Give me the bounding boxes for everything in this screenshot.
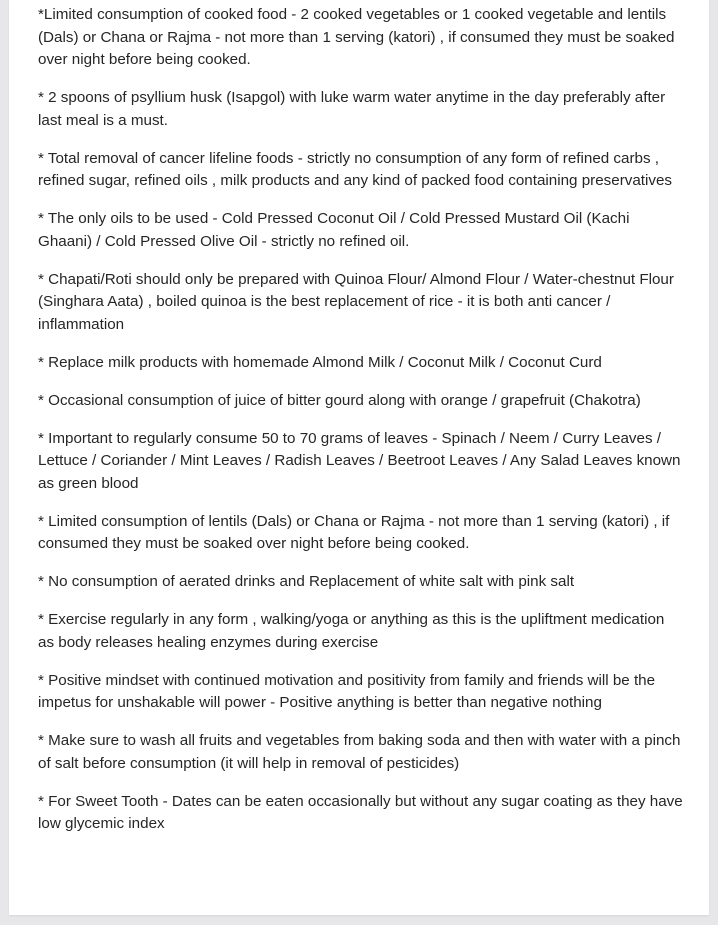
paragraph: * The only oils to be used - Cold Pressed Coconut Oil / Cold Pressed Mustard Oil (Kachi Ghaani) / Cold Pressed Olive Oil - strictly no refined oil.	[38, 210, 630, 250]
paragraph: *Limited consumption of cooked food - 2 cooked vegetables or 1 cooked vegetable and lentils (Dals) or Chana or Rajma - not more than 1 serving (katori) , if consumed they must be soaked over night before being cooked.	[38, 6, 675, 68]
paragraph: * 2 spoons of psyllium husk (Isapgol) with luke warm water anytime in the day preferably after last meal is a must.	[38, 89, 666, 129]
paragraph: * Make sure to wash all fruits and vegetables from baking soda and then with water with a pinch of salt before consumption (it will help in removal of pesticides)	[38, 732, 681, 772]
document-page	[9, 0, 709, 915]
paragraph: * Exercise regularly in any form , walking/yoga or anything as this is the upliftment medication as body releases healing enzymes during exercise	[38, 611, 665, 651]
paragraph: * Occasional consumption of juice of bitter gourd along with orange / grapefruit (Chakotra)	[38, 391, 641, 409]
paragraph: * Limited consumption of lentils (Dals) or Chana or Rajma - not more than 1 serving (katori) , if consumed they must be soaked over night before being cooked.	[38, 512, 670, 552]
paragraph: * No consumption of aerated drinks and Replacement of white salt with pink salt	[38, 573, 575, 590]
paragraph: * Replace milk products with homemade Almond Milk / Coconut Milk / Coconut Curd	[38, 353, 602, 371]
paragraph: * Positive mindset with continued motivation and positivity from family and friends will be the impetus for unshakable will power - Positive anything is better than negative nothing	[38, 671, 656, 711]
paragraph: * Chapati/Roti should only be prepared with Quinoa Flour/ Almond Flour / Water-chestnut Flour (Singhara Aata) , boiled quinoa is the best replacement of rice - it is both anti cancer / inflammation	[38, 270, 674, 333]
paragraph: * For Sweet Tooth - Dates can be eaten occasionally but without any sugar coating as they have low glycemic index	[38, 792, 683, 832]
paragraph: * Total removal of cancer lifeline foods - strictly no consumption of any form of refined carbs , refined sugar, refined oils , milk products and any kind of packed food containing preservatives	[38, 149, 673, 189]
document-body	[38, 4, 683, 851]
paragraph: * Important to regularly consume 50 to 70 grams of leaves - Spinach / Neem / Curry Leaves / Lettuce / Coriander / Mint Leaves / Radish Leaves / Beetroot Leaves / Any Salad Leaves known as green blood	[38, 429, 681, 492]
